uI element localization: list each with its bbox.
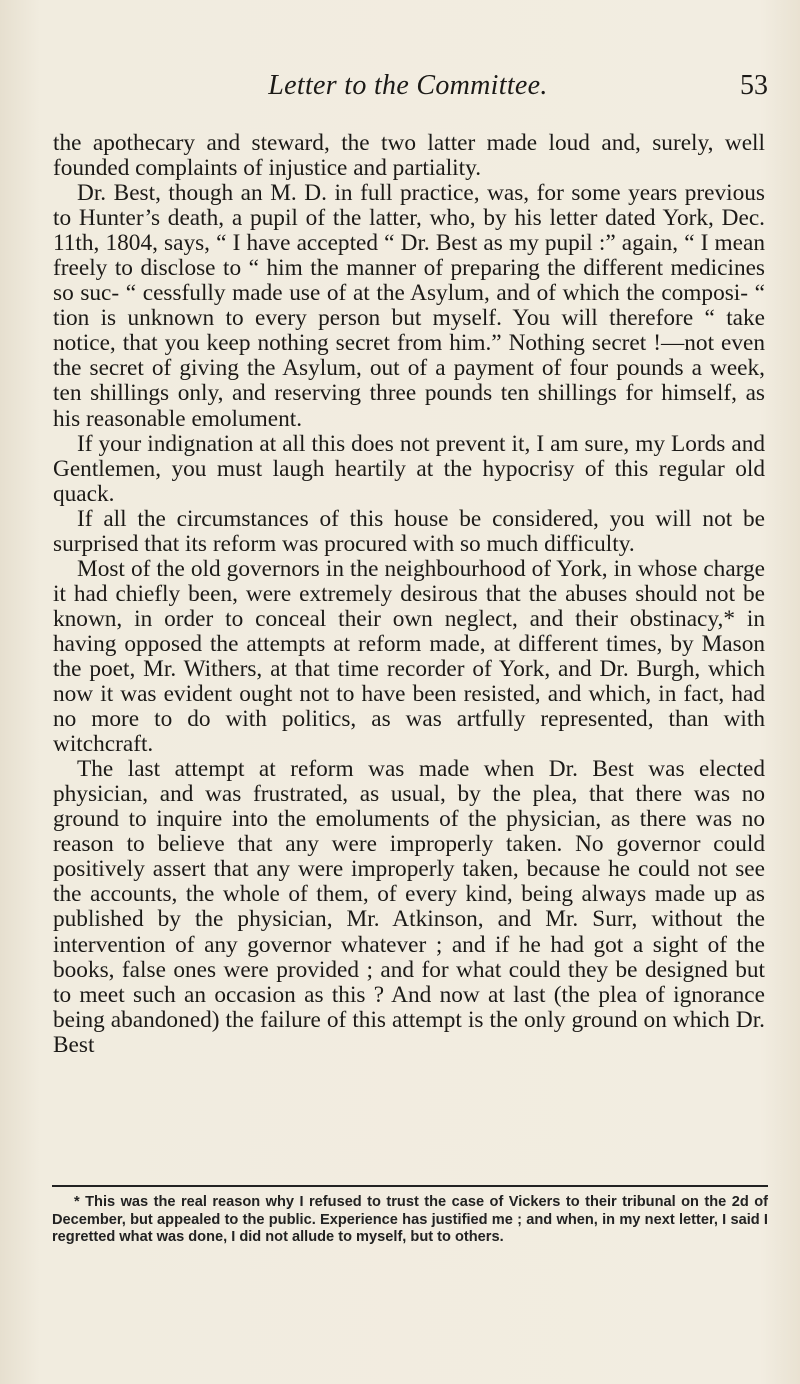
page-header: [48, 70, 768, 110]
footnote: * This was the real reason why I refused to trust the case of Vickers to their tribunal on the 2d of December, but appealed to the public. Experience has justified me ; and when, in my next letter, I said I regretted what was done, I did not allude to myself, but to others.: [52, 1194, 768, 1245]
paragraph: Dr. Best, though an M. D. in full practice, was, for some years previous to Hunter’s death, a pupil of the latter, who, by his letter dated York, Dec. 11th, 1804, says, “ I have accepted “ Dr. Best as my pupil :” again, “ I mean freely to disclose to “ him the manner of preparing the different medicines so suc- “ cessfully made use of at the Asylum, and of which the composi- “ tion is unknown to every person but myself. You will therefore “ take notice, that you keep nothing secret from him.” Nothing secret !—not even the secret of giving the Asylum, out of a payment of four pounds a week, ten shillings only, and reserving three pounds ten shillings for himself, as his reasonable emolument.: [53, 180, 765, 432]
footnote-rule: [52, 1185, 768, 1187]
running-title: Letter to the Committee.: [268, 70, 548, 101]
body-text: [53, 131, 765, 1058]
paragraph: the apothecary and steward, the two latter made loud and, surely, well founded complaints of injustice and partiality.: [53, 130, 765, 182]
paragraph: Most of the old governors in the neighbourhood of York, in whose charge it had chiefly been, were extremely desirous that the abuses should not be known, in order to conceal their own neglect, and their obstinacy,* in having opposed the attempts at reform made, at different times, by Mason the poet, Mr. Withers, at that time recorder of York, and Dr. Burgh, which now it was evident ought not to have been resisted, and which, in fact, had no more to do with politics, as was artfully represented, than with witchcraft.: [53, 555, 765, 758]
paragraph: The last attempt at reform was made when Dr. Best was elected physician, and was frustrated, as usual, by the plea, that there was no ground to inquire into the emoluments of the physician, as there was no reason to believe that any were improperly taken. No governor could positively assert that any were improperly taken, because he could not see the accounts, the whole of them, of every kind, being always made up as published by the physician, Mr. Atkinson, and Mr. Surr, without the intervention of any governor whatever ; and if he had got a sight of the books, false ones were provided ; and for what could they be designed but to meet such an occasion as this ? And now at last (the plea of ignorance being abandoned) the failure of this attempt is the only ground on which Dr. Best: [53, 756, 765, 1058]
paragraph: If your indignation at all this does not prevent it, I am sure, my Lords and Gentlemen, you must laugh heartily at the hypocrisy of this regular old quack.: [53, 430, 765, 507]
page-number: 53: [740, 70, 768, 101]
paragraph: If all the circumstances of this house be considered, you will not be surprised that its reform was procured with so much difficulty.: [53, 505, 765, 557]
